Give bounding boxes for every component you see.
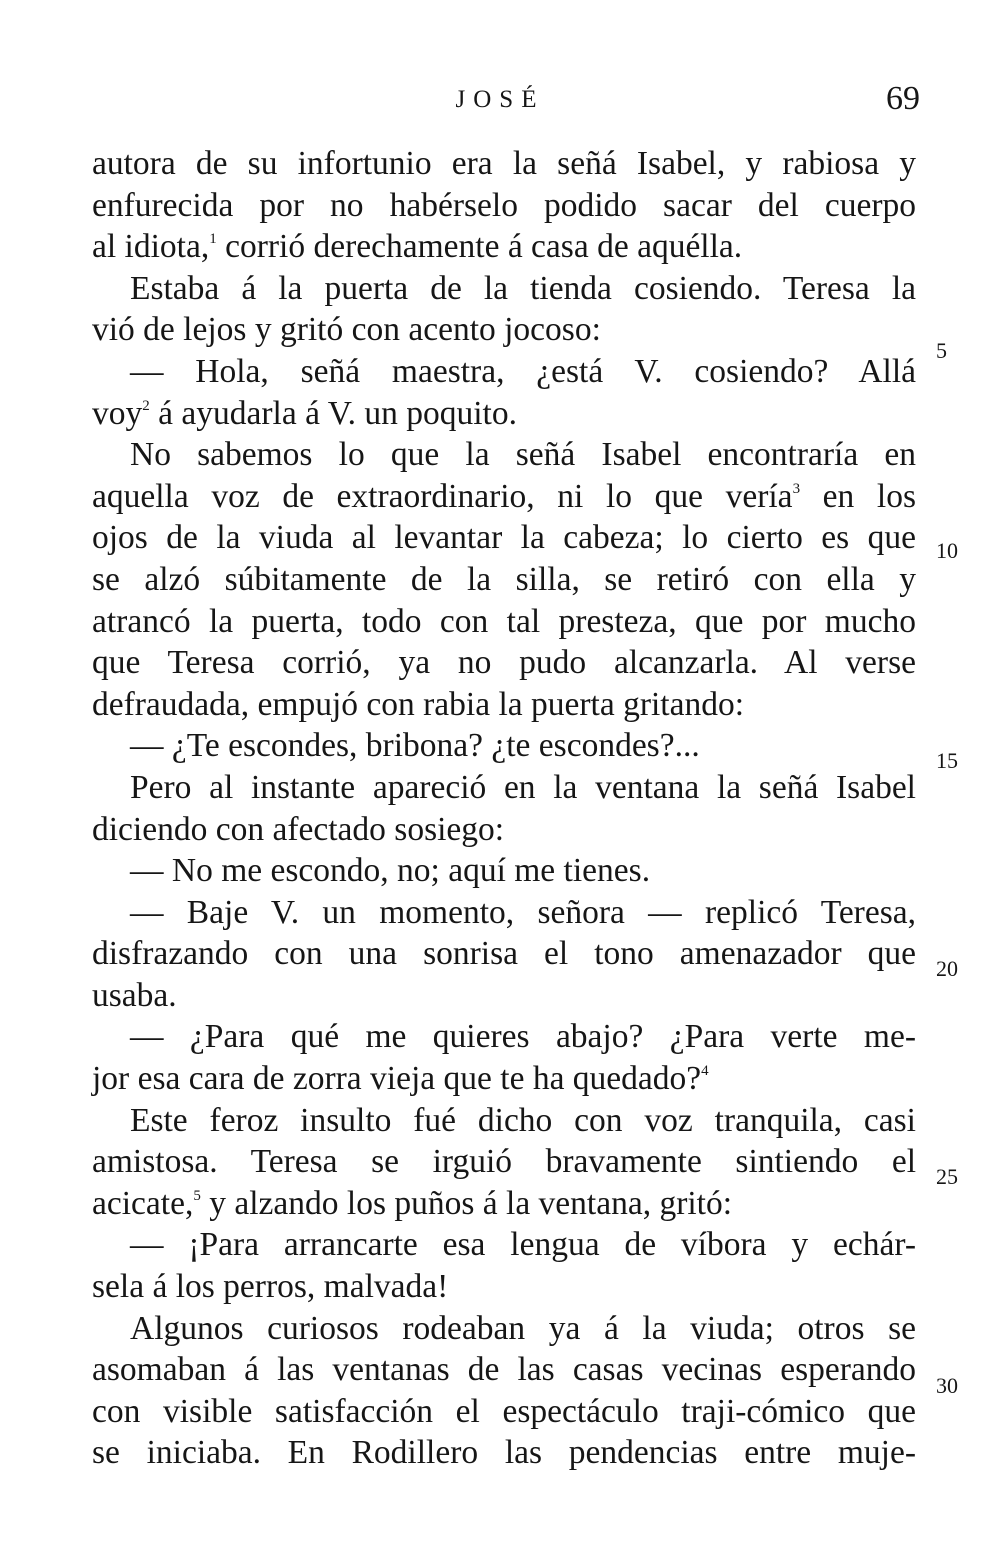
text-line <box>92 850 916 892</box>
text-line <box>92 476 916 518</box>
footnote-marker: 1 <box>209 231 217 248</box>
line-number-5: 5 <box>936 338 947 363</box>
text-line-content: disfrazando con una sonrisa el tono amenazador que <box>92 935 916 973</box>
text-line-content: Este feroz insulto fué dicho con voz tranquila, casi <box>130 1101 916 1139</box>
text-line-content-after: á ayudarla á V. un poquito. <box>149 394 517 432</box>
text-line-content: vió de lejos y gritó con acento jocoso: <box>92 311 601 349</box>
text-line <box>92 975 916 1017</box>
text-line-content: — Hola, señá maestra, ¿está V. cosiendo? Allá <box>130 352 916 390</box>
text-line-content-after: en los <box>800 477 917 515</box>
text-line <box>92 1183 916 1225</box>
footnote-marker: 2 <box>142 397 150 414</box>
line-number-25: 25 <box>936 1164 958 1189</box>
text-line <box>92 393 916 435</box>
text-line <box>92 642 916 684</box>
text-line <box>92 1308 916 1350</box>
text-line <box>92 185 916 227</box>
line-number-15: 15 <box>936 748 958 773</box>
text-line-content: asomaban á las ventanas de las casas vecinas esperando <box>92 1351 916 1389</box>
line-number-20: 20 <box>936 956 958 981</box>
text-line-content: con visible satisfacción el espectáculo traji-cómico que <box>92 1392 916 1430</box>
text-line <box>92 1141 916 1183</box>
text-line-content: amistosa. Teresa se irguió bravamente sintiendo el <box>92 1143 916 1181</box>
text-line <box>92 1224 916 1266</box>
text-line <box>92 809 916 851</box>
text-line-content: No sabemos lo que la señá Isabel encontraría en <box>130 436 916 474</box>
text-line-content: — Baje V. un momento, señora — replicó Teresa, <box>130 893 916 931</box>
text-line <box>92 892 916 934</box>
text-line <box>92 767 916 809</box>
text-line-content: — ¿Te escondes, bribona? ¿te escondes?... <box>130 727 700 765</box>
text-line <box>92 725 916 767</box>
text-line-content: atrancó la puerta, todo con tal presteza, que por mucho <box>92 602 916 640</box>
text-line-content-after: corrió derechamente á casa de aquélla. <box>216 228 743 266</box>
text-line <box>92 309 916 351</box>
text-line-content: enfurecida por no habérselo podido sacar del cuerpo <box>92 186 916 224</box>
text-line-content: defraudada, empujó con rabia la puerta gritando: <box>92 685 745 723</box>
text-line <box>92 933 916 975</box>
text-line-content: Pero al instante apareció en la ventana la señá Isabel <box>130 768 916 806</box>
text-line <box>92 226 916 268</box>
text-line-content: Algunos curiosos rodeaban ya á la viuda; otros se <box>130 1309 916 1347</box>
text-line-content-after: y alzando los puños á la ventana, gritó: <box>200 1184 733 1222</box>
text-line-content: que Teresa corrió, ya no pudo alcanzarla. Al verse <box>92 644 916 682</box>
text-line-content: diciendo con afectado sosiego: <box>92 810 505 848</box>
text-line <box>92 517 916 559</box>
text-line-content: usaba. <box>92 976 177 1014</box>
text-line-content: — ¿Para qué me quieres abajo? ¿Para verte me- <box>130 1018 916 1056</box>
text-line-content: jor esa cara de zorra vieja que te ha quedado? <box>92 1060 702 1098</box>
text-line <box>92 1432 916 1474</box>
text-line-content: — No me escondo, no; aquí me tienes. <box>130 852 651 890</box>
body-text <box>92 143 916 1474</box>
text-line-content: aquella voz de extraordinario, ni lo que vería <box>92 477 793 515</box>
text-line <box>92 268 916 310</box>
line-number-30: 30 <box>936 1373 958 1398</box>
text-line-content: Estaba á la puerta de la tienda cosiendo. Teresa la <box>130 269 916 307</box>
text-line <box>92 1266 916 1308</box>
text-line-content: al idiota, <box>92 228 210 266</box>
text-line <box>92 684 916 726</box>
text-line <box>92 1016 916 1058</box>
footnote-marker: 4 <box>701 1063 709 1080</box>
footnote-marker: 3 <box>792 480 801 497</box>
text-line-content: voy <box>92 394 143 432</box>
text-line <box>92 1100 916 1142</box>
page-number: 69 <box>886 80 920 117</box>
text-line-content: sela á los perros, malvada! <box>92 1268 449 1306</box>
running-head-title: JOSÉ <box>455 86 545 113</box>
text-line-content: autora de su infortunio era la señá Isabel, y rabiosa y <box>92 145 916 182</box>
text-line <box>92 1391 916 1433</box>
text-line <box>92 351 916 393</box>
text-line <box>92 143 916 185</box>
text-line-content: acicate, <box>92 1184 194 1222</box>
text-line <box>92 1349 916 1391</box>
line-number-10: 10 <box>936 538 958 563</box>
text-line-content: se iniciaba. En Rodillero las pendencias entre muje- <box>92 1434 916 1472</box>
text-line-content: — ¡Para arrancarte esa lengua de víbora y echár- <box>130 1226 916 1264</box>
text-line-content: ojos de la viuda al levantar la cabeza; lo cierto es que <box>92 519 916 557</box>
text-line <box>92 601 916 643</box>
text-line-content: se alzó súbitamente de la silla, se retiró con ella y <box>92 560 916 598</box>
text-line <box>92 434 916 476</box>
text-line <box>92 559 916 601</box>
footnote-marker: 5 <box>193 1187 201 1204</box>
text-line <box>92 1058 916 1100</box>
